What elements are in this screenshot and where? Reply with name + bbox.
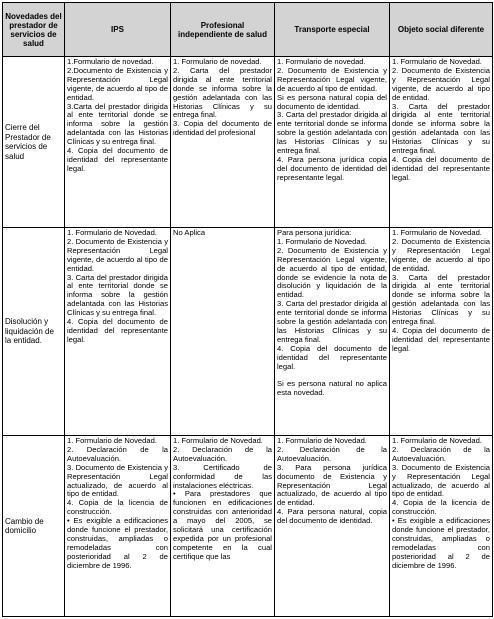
requirement-item: 1. Formulario de Novedad. — [392, 436, 482, 445]
requirement-item: 1. Formulario de Novedad. — [67, 436, 157, 445]
column-header-profesional: Profesional independiente de salud — [171, 3, 275, 57]
requirement-item: 1. Formulario de Novedad. — [277, 236, 367, 246]
table-row — [3, 436, 493, 617]
cell-objeto-social — [390, 436, 493, 617]
requirement-item: 1. Formulario de Novedad. — [392, 228, 482, 237]
cell-objeto-social — [390, 228, 493, 436]
cell-ips — [65, 436, 171, 617]
row-label: Cierre del Prestador de servicios de salud — [3, 57, 65, 228]
requirements-table — [2, 2, 493, 617]
requirement-item: 1.Formulario de novedad. — [67, 57, 154, 66]
cell-transporte — [275, 436, 390, 617]
requirement-item: Si es persona natural copia del documento de identidad. — [277, 92, 387, 111]
requirement-item: 2. Declaración de la Autoevaluación. — [173, 444, 272, 463]
requirement-item: 4. Copia del documento de identidad del representante legal. — [392, 325, 490, 353]
column-header-objeto-social: Objeto social diferente — [390, 3, 493, 57]
cell-profesional — [171, 436, 275, 617]
row-label: Cambio de domicilio — [3, 436, 65, 617]
requirement-item: 1. Formulario de Novedad. — [277, 436, 367, 445]
requirement-item: 3. Para persona jurídica documento de Existencia y Representación Legal actualizado, de acuerdo al tipo de entidad. — [277, 462, 387, 508]
requirement-item: 3.Carta del prestador dirigida al ente territorial donde se informa sobre la gestión adelantada con las Historias Clínicas y su entrega final. — [67, 101, 168, 147]
requirement-item: 3. Documento de Existencia y Representación Legal actualizado, de acuerdo al tipo de entidad. — [67, 462, 168, 499]
requirement-item: 2. Declaración de la Autoevaluación. — [392, 444, 490, 463]
column-header-ips: IPS — [65, 3, 171, 57]
requirement-item: 3. Carta del prestador dirigida al ente territorial donde se informa sobre la gestión adelantada con las Historias Clínicas y su entrega final. — [392, 272, 490, 327]
requirement-item: 3. Copia del documento de identidad del profesional — [173, 119, 272, 138]
requirement-item: 4. Copia del documento de identidad del representante legal. — [67, 317, 168, 344]
requirement-item: 2. Documento de Existencia y Representación Legal vigente, de acuerdo al tipo de entidad. — [392, 236, 490, 273]
requirement-item: 4. Para persona natural, copia del documento de identidad. — [277, 507, 387, 526]
row-label: Disolución y liquidación de la entidad. — [3, 228, 65, 436]
requirement-item: 1. Formulario de Novedad. — [67, 228, 157, 237]
requirement-item: 4. Copia del documento de identidad del representante legal. — [67, 146, 168, 173]
requirement-item: Si es persona natural no aplica esta novedad. — [277, 379, 387, 398]
requirement-item: 3. Carta del prestador dirigida al ente territorial donde se informa sobre la gestión adelantada con las Historias Clínicas y su entrega final. — [277, 110, 387, 156]
requirement-item: 4. Copia de la licencia de construcción. — [67, 498, 168, 517]
requirement-item: 1. Formulario de Novedad. — [392, 57, 482, 66]
requirement-item: 2. Documento de Existencia y Representación Legal vigente, de acuerdo al tipo de entidad. — [392, 65, 490, 102]
requirement-item: 3. Documento de Existencia y Representación Legal actualizado, de acuerdo al tipo de entidad. — [392, 462, 490, 499]
cell-profesional — [171, 228, 275, 436]
requirement-item: 3. Carta del prestador dirigida al ente territorial donde se informa sobre la gestión adelantada con las Historias Clínicas y su entrega final. — [392, 101, 490, 156]
table-row — [3, 57, 493, 228]
requirement-item: • Es exigible a edificaciones donde funcione el prestador, construidas, ampliadas o remodeladas con posterioridad al 2 de diciembre de 1996. — [392, 516, 490, 570]
cell-transporte — [275, 57, 390, 228]
cell-profesional — [171, 57, 275, 228]
requirement-item: 4. Copia del documento de identidad del representante legal. — [392, 154, 490, 182]
requirement-item: 1. Formulario de Novedad. — [173, 436, 263, 445]
requirement-item: 3. Carta del prestador dirigida al ente territorial donde se informa sobre la gestión adelantada con las Historias Clínicas y su entrega final. — [67, 272, 168, 318]
requirement-item: 2.Documento de Existencia y Representación Legal vigente, de acuerdo al tipo de entidad. — [67, 65, 168, 102]
column-header-transporte: Transporte especial — [275, 3, 390, 57]
requirement-item: • Es exigible a edificaciones donde funcione el prestador, construidas, ampliadas o remodeladas con posterioridad al 2 de diciembre de 1996. — [67, 516, 168, 570]
requirement-item: 4. Para persona jurídica copia del documento de identidad del representante legal. — [277, 154, 387, 182]
table-row — [3, 228, 493, 436]
requirement-item: 1. Formulario de novedad. — [173, 57, 262, 66]
requirement-item: 2. Documento de Existencia y Representación Legal vigente, de acuerdo al tipo de entidad. — [277, 65, 387, 93]
cell-ips — [65, 228, 171, 436]
column-header-novedades: Novedades del prestador de servicios de salud — [3, 3, 65, 57]
requirement-item: 2. Documento de Existencia y Representación Legal vigente, de acuerdo al tipo de entidad, donde se evidencie la nota de disolución y liquidación de la entidad. — [277, 245, 387, 300]
requirement-item: • Para prestadores que funcionen en edificaciones construidas con anterioridad a mayo del 2005, se solicitará una certificación expedida por un profesional competente en la cual certifique que las — [173, 489, 272, 561]
cell-transporte — [275, 228, 390, 436]
requirement-item: Para persona jurídica: — [277, 228, 352, 237]
requirement-item: 2. Carta del prestador dirigida al ente territorial donde se informa sobre la gestión adelantada con las Historias Clínicas y su entrega final. — [173, 65, 272, 120]
requirement-item: 2. Documento de Existencia y Representación Legal vigente, de acuerdo al tipo de entidad. — [67, 236, 168, 273]
cell-objeto-social — [390, 57, 493, 228]
requirement-item: 4. Copia del documento de identidad del representante legal. — [277, 343, 387, 371]
requirement-item: 3. Carta del prestador dirigida al ente territorial donde se informa sobre la gestión adelantada con las Historias Clínicas y su entrega final. — [277, 299, 387, 344]
requirement-item: No Aplica — [173, 228, 206, 237]
requirement-item: 4. Copia de la licencia de construcción. — [392, 498, 490, 517]
requirement-item: 3. Certificado de conformidad de las instalaciones eléctricas. — [173, 462, 272, 490]
requirement-item: 1. Formulario de novedad. — [277, 57, 366, 66]
header-row — [3, 3, 493, 57]
requirement-item: 2. Declaración de la Autoevaluación. — [277, 444, 387, 463]
requirement-item: 2. Declaración de la Autoevaluación. — [67, 444, 168, 463]
cell-ips — [65, 57, 171, 228]
